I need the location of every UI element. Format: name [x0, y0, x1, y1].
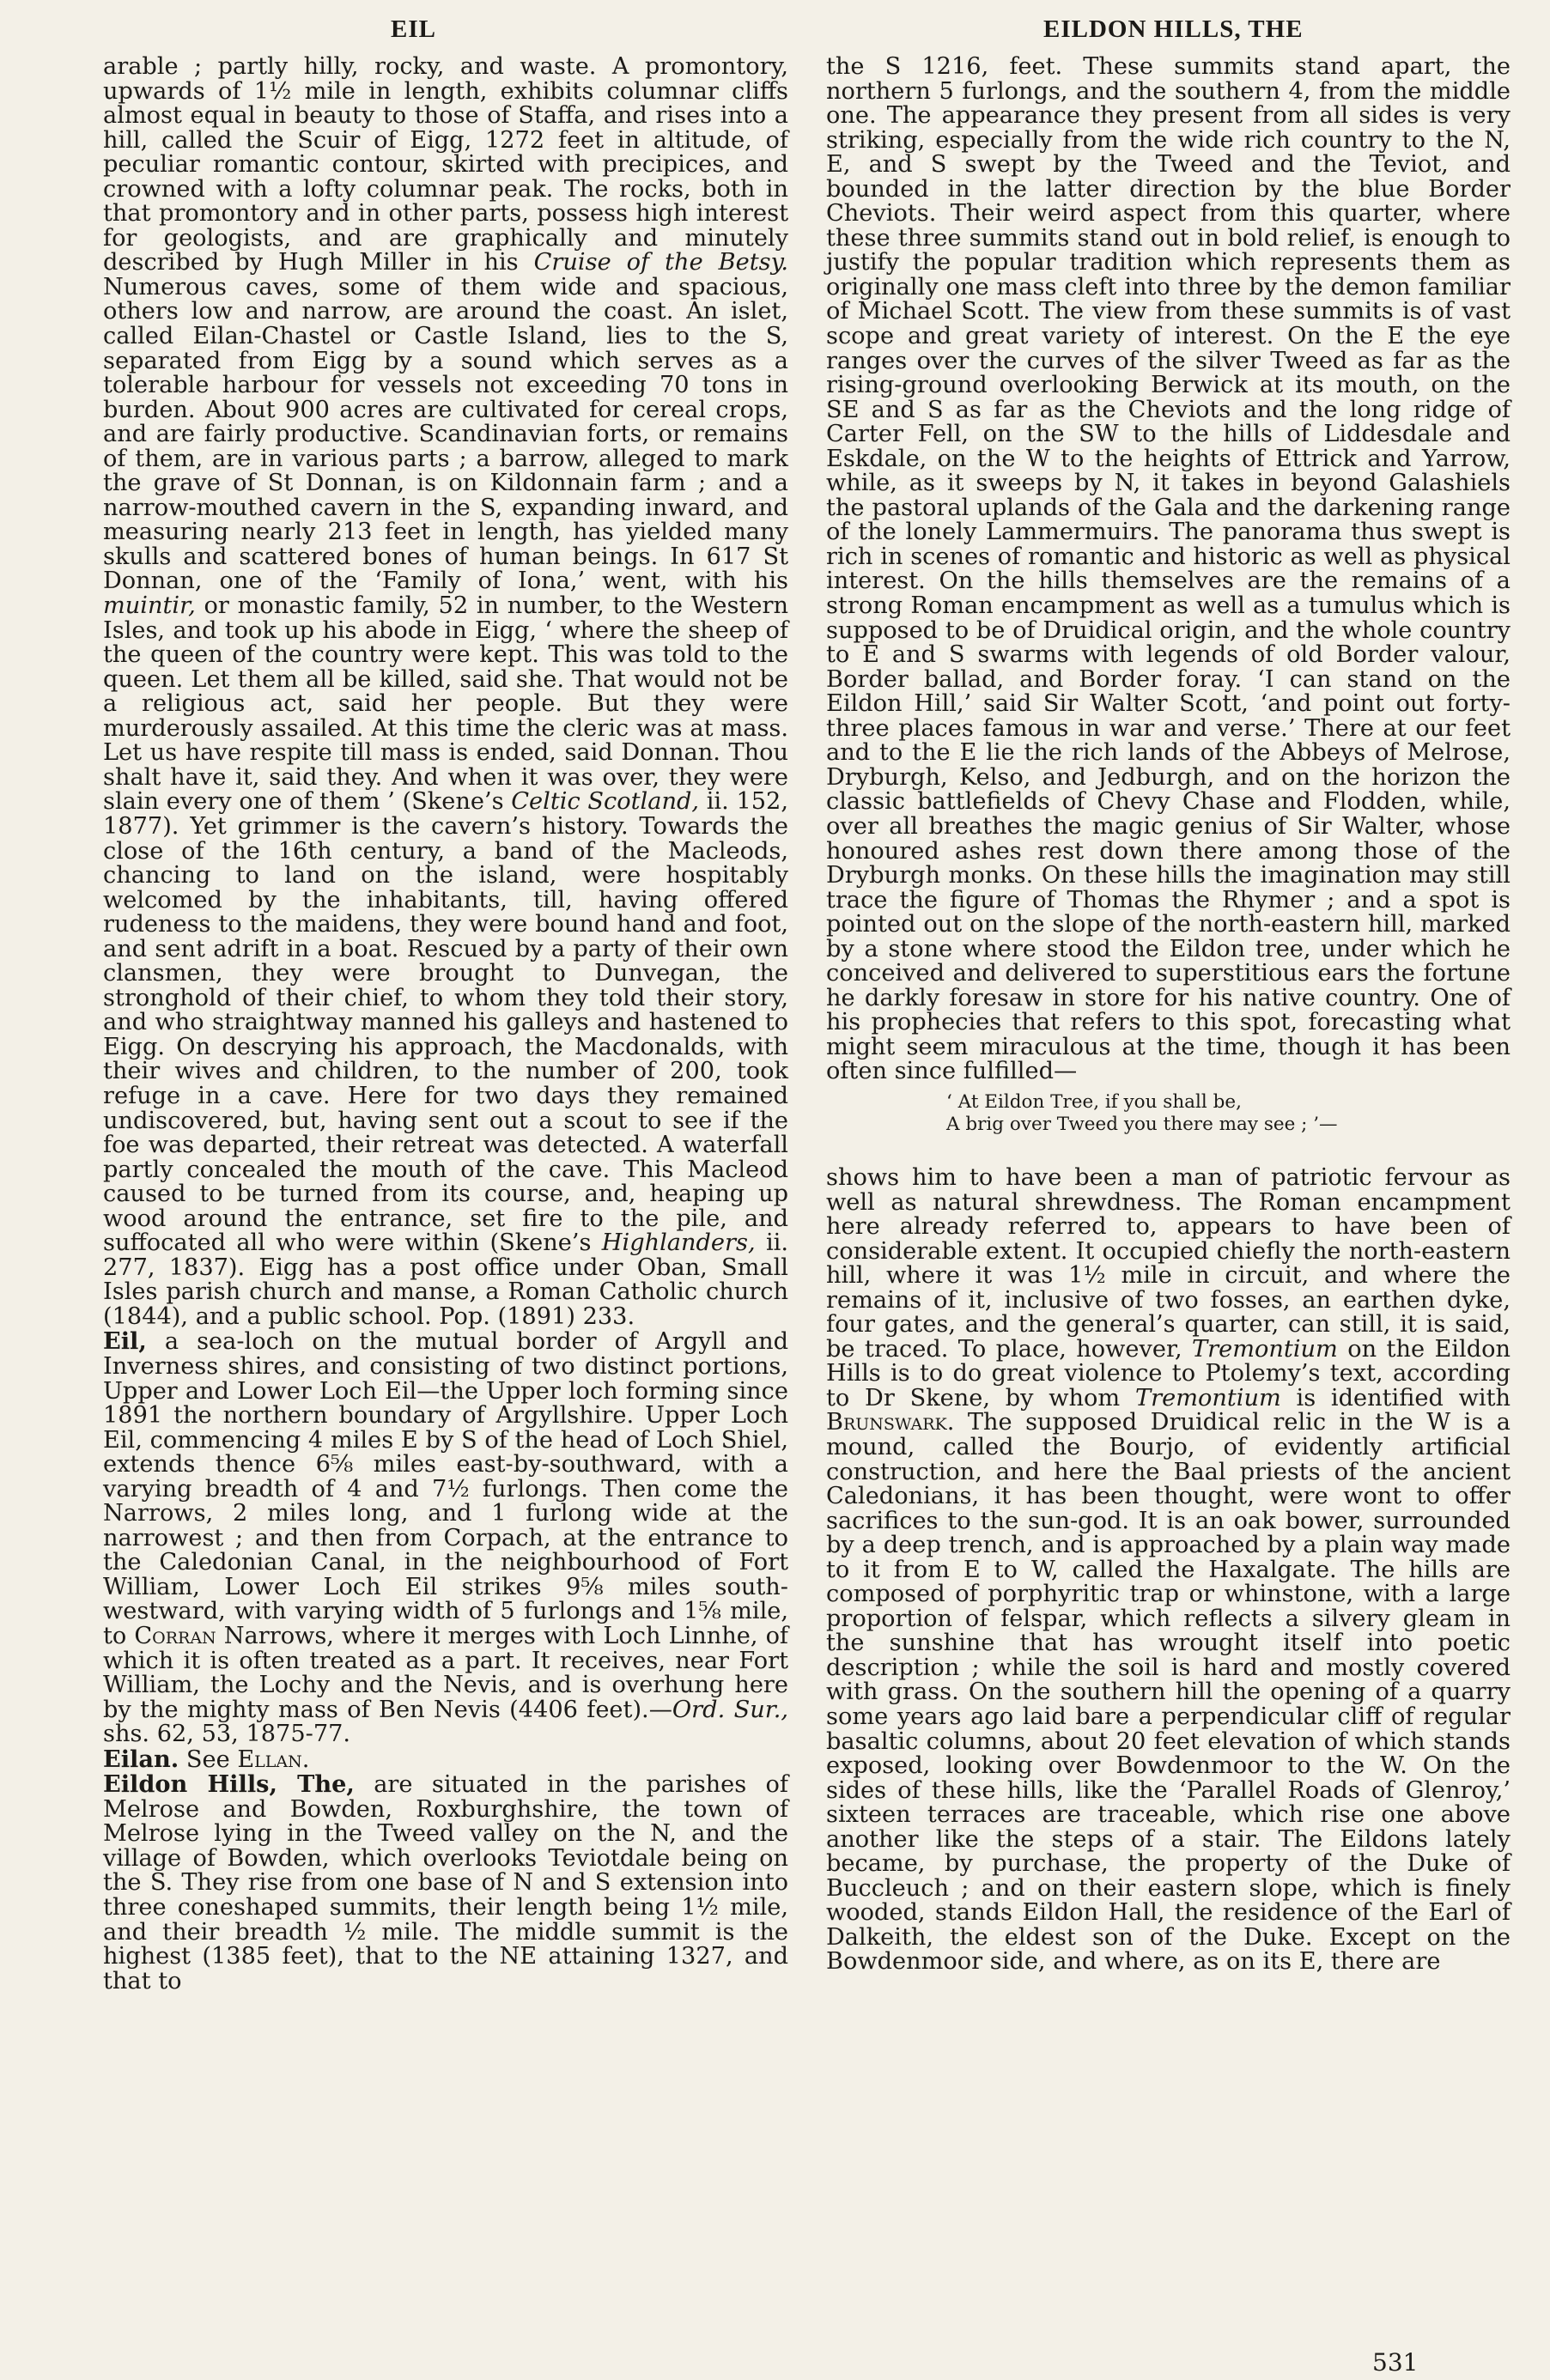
verse-line-1: ‘ At Eildon Tree, if you shall be,: [946, 1090, 1242, 1113]
entry-eil: Eil, a sea-loch on the mutual border of Argyll and Inverness shires, and consisting of two distinct portions, Upper and Lower Loch Eil—the Upper loch forming since 1891 the northern boundary of Argyllshire. Upper Loch Eil, commencing 4 miles E by S of the head of Loch Shiel, extends thence 6⅝ miles east-by-southward, with a varying breadth of 4 and 7½ furlongs. Then come the Narrows, 2 miles long, and 1 furlong wide at the narrowest ; and then from Corpach, at the entrance to the Caledonian Canal, in the neighbourhood of Fort William, Lower Loch Eil strikes 9⅝ miles south-westward, with varying width of 5 furlongs and 1⅝ mile, to Corran Narrows, where it merges with Loch Linnhe, of which it is often treated as a part. It receives, near Fort William, the Lochy and the Nevis, and is overhung here by the mighty mass of Ben Nevis (4406 feet).—Ord. Sur., shs. 62, 53, 1875-77.: [103, 1327, 788, 1748]
page-number: 531: [1372, 2348, 1419, 2377]
divider: [826, 1148, 1510, 1151]
eigg-entry-continuation: arable ; partly hilly, rocky, and waste. A promontory, upwards of 1½ mile in length, exhibits columnar cliffs almost equal in beauty to those of Staffa, and rises into a hill, called the Scuir of Eigg, 1272 feet in altitude, of peculiar romantic contour, skirted with precipices, and crowned with a lofty columnar peak. The rocks, both in that promontory and in other parts, possess high interest for geologists, and are graphically and minutely described by Hugh Miller in his Cruise of the Betsy. Numerous caves, some of them wide and spacious, others low and narrow, are around the coast. An islet, called Eilan-Chastel or Castle Island, lies to the S, separated from Eigg by a sound which serves as a tolerable harbour for vessels not exceeding 70 tons in burden. About 900 acres are cultivated for cereal crops, and are fairly productive. Scandinavian forts, or remains of them, are in various parts ; a barrow, alleged to mark the grave of St Donnan, is on Kildonnain farm ; and a narrow-mouthed cavern in the S, expanding inward, and measuring nearly 213 feet in length, has yielded many skulls and scattered bones of human beings. In 617 St Donnan, one of the ‘Family of Iona,’ went, with his muintir, or monastic family, 52 in number, to the Western Isles, and took up his abode in Eigg, ‘ where the sheep of the queen of the country were kept. This was told to the queen. Let them all be killed, said she. That would not be a religious act, said her people. But they were murderously assailed. At this time the cleric was at mass. Let us have respite till mass is ended, said Donnan. Thou shalt have it, said they. And when it was over, they were slain every one of them ’ (Skene’s Celtic Scotland, ii. 152, 1877). Yet grimmer is the cavern’s history. Towards the close of the 16th century, a band of the Macleods, chancing to land on the island, were hospitably welcomed by the inhabitants, till, having offered rudeness to the maidens, they were bound hand and foot, and sent adrift in a boat. Rescued by a party of their own clansmen, they were brought to Dunvegan, the stronghold of their chief, to whom they told their story, and who straightway manned his galleys and hastened to Eigg. On descrying his approach, the Macdonalds, with their wives and children, to the number of 200, took refuge in a cave. Here for two days they remained undiscovered, but, having sent out a scout to see if the foe was departed, their retreat was detected. A waterfall partly concealed the mouth of the cave. This Macleod caused to be turned from its course, and, heaping up wood around the entrance, set fire to the pile, and suffocated all who were within (Skene’s Highlanders, ii. 277, 1837). Eigg has a post office under Oban, Small Isles parish church and manse, a Roman Catholic church (1844), and a public school. Pop. (1891) 233.: [103, 53, 789, 1330]
running-head-left: EIL: [391, 15, 436, 43]
cross-reference-corran: Corran: [134, 1623, 216, 1649]
entry-eildon-hills: Eildon Hills, The, are situated in the parishes of Melrose and Bowden, Roxburghshire, the town of Melrose lying in the Tweed valley on the N, and the village of Bowden, which overlooks Teviotdale being on the S. They rise from one base of N and S extension into three coneshaped summits, their length being 1½ mile, and their breadth ½ mile. The middle summit is the highest (1385 feet), that to the NE attaining 1327, and that to: [103, 1770, 788, 1994]
running-head-right: EILDON HILLS, THE: [1043, 15, 1304, 43]
entry-title-eildon-hills: Eildon Hills, The,: [103, 1770, 355, 1799]
eildon-hills-continuation-2: shows him to have been a man of patriotic fervour as well as natural shrewdness. The Roman encampment here already referred to, appears to have been of considerable extent. It occupied chiefly the north-eastern hill, where it was 1½ mile in circuit, and where the remains of it, inclusive of two fosses, an earthen dyke, four gates, and the general’s quarter, can still, it is said, be traced. To place, however, Tremontium on the Eildon Hills is to do great violence to Ptolemy’s text, according to Dr Skene, by whom Tremontium is identified with Brunswark. The supposed Druidical relic in the W is a mound, called the Bourjo, of evidently artificial construction, and here the Baal priests of the ancient Caledonians, it has been thought, were wont to offer sacrifices to the sun-god. It is an oak bower, surrounded by a deep trench, and is approached by a plain way made to it from E to W, called the Haxalgate. The hills are composed of porphyritic trap or whinstone, with a large proportion of felspar, which reflects a silvery gleam in the sunshine that has wrought itself into poetic description ; while the soil is hard and mostly covered with grass. On the southern hill the opening of a quarry some years ago laid bare a perpendicular cliff of regular basaltic columns, about 20 feet elevation of which stands exposed, looking over Bowdenmoor to the W. On the sides of these hills, like the ‘Parallel Roads of Glenroy,’ sixteen terraces are traceable, which rise one above another like the steps of a stair. The Eildons lately became, by purchase, the property of the Duke of Buccleuch ; and on their eastern slope, which is finely wooded, stands Eildon Hall, the residence of the Earl of Dalkeith, the eldest son of the Duke. Except on the Bowdenmoor side, and where, as on its E, there are: [826, 1163, 1511, 1976]
entry-eilan: Eilan. See Ellan.: [103, 1745, 310, 1773]
entry-title-eil: Eil,: [103, 1327, 147, 1356]
verse-line-2: A brig over Tweed you there may see ; ’—: [946, 1113, 1338, 1135]
entry-title-eilan: Eilan.: [103, 1745, 179, 1773]
cross-reference-ellan: Ellan.: [237, 1746, 310, 1773]
right-column: [826, 55, 1510, 1975]
verse-quotation: [826, 1091, 1510, 1136]
left-column: [103, 55, 788, 1994]
cross-reference-brunswark: Brunswark.: [826, 1409, 955, 1436]
eildon-hills-continuation: the S 1216, feet. These summits stand apart, the northern 5 furlongs, and the southern 4, from the middle one. The appearance they present from all sides is very striking, especially from the wide rich country to the N, E, and S swept by the Tweed and the Teviot, and bounded in the latter direction by the blue Border Cheviots. Their weird aspect from this quarter, where these three summits stand out in bold relief, is enough to justify the popular tradition which represents them as originally one mass cleft into three by the demon familiar of Michael Scott. The view from these summits is of vast scope and great variety of interest. On the E the eye ranges over the curves of the silver Tweed as far as the rising-ground overlooking Berwick at its mouth, on the SE and S as far as the Cheviots and the long ridge of Carter Fell, on the SW to the hills of Liddesdale and Eskdale, on the W to the heights of Ettrick and Yarrow, while, as it sweeps by N, it takes in beyond Galashiels the pastoral uplands of the Gala and the darkening range of the lonely Lammermuirs. The panorama thus swept is rich in scenes of romantic and historic as well as physical interest. On the hills themselves are the remains of a strong Roman encampment as well as a tumulus which is supposed to be of Druidical origin, and the whole country to E and S swarms with legends of old Border valour, Border ballad, and Border foray. ‘I can stand on the Eildon Hill,’ said Sir Walter Scott, ‘and point out forty-three places famous in war and verse.’ There at our feet and to the E lie the rich lands of the Abbeys of Melrose, Dryburgh, Kelso, and Jedburgh, and on the horizon the classic battlefields of Chevy Chase and Flodden, while, over all breathes the magic genius of Sir Walter, whose honoured ashes rest down there among those of the Dryburgh monks. On these hills the imagination may still trace the figure of Thomas the Rhymer ; and a spot is pointed out on the slope of the north-eastern hill, marked by a stone where stood the Eildon tree, under which he conceived and delivered to superstitious ears the fortune he darkly foresaw in store for his native country. One of his prophecies that refers to this spot, forecasting what might seem miraculous at the time, though it has been often since fulfilled—: [826, 53, 1510, 1085]
